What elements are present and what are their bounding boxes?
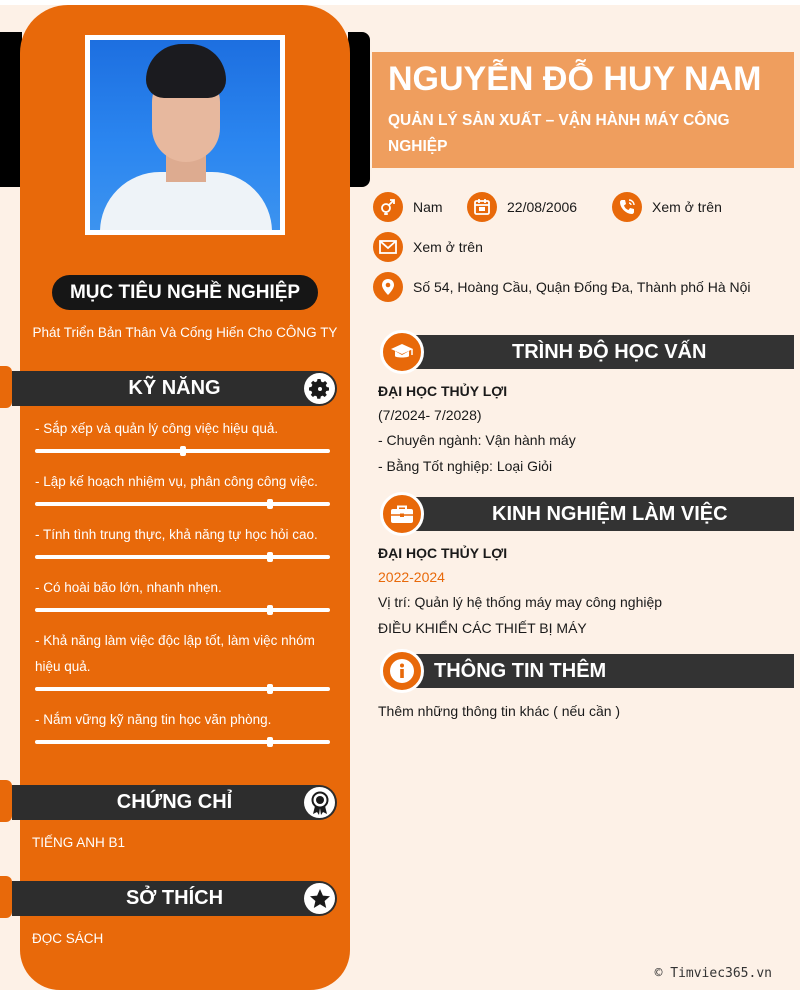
education-header	[380, 333, 794, 371]
contact-gender	[373, 192, 443, 222]
skill-item: - Sắp xếp và quản lý công việc hiệu quả.	[35, 421, 279, 436]
extra-header	[380, 652, 794, 690]
experience-period: 2022-2024	[378, 569, 445, 585]
skill-item: - Lập kế hoạch nhiệm vụ, phân công công việc.	[35, 474, 318, 489]
mail-icon	[373, 232, 403, 262]
gender-icon	[373, 192, 403, 222]
decor-stub	[0, 366, 12, 408]
gear-icon	[304, 373, 335, 404]
contact-address	[373, 272, 751, 302]
experience-detail: ĐIỀU KHIỂN CÁC THIẾT BỊ MÁY	[378, 620, 587, 636]
hobbies-header	[12, 881, 337, 916]
education-title: TRÌNH ĐỘ HỌC VẤN	[512, 341, 707, 363]
photo-image	[90, 40, 280, 230]
education-period: (7/2024- 7/2028)	[378, 407, 482, 423]
hobbies-title: SỞ THÍCH	[125, 887, 224, 909]
skill-level-bar	[35, 502, 330, 506]
skills-header	[12, 371, 337, 406]
email-value: Xem ở trên	[413, 239, 483, 255]
candidate-name: NGUYỄN ĐỖ HUY NAM	[388, 60, 762, 98]
skills-title: KỸ NĂNG	[128, 377, 221, 399]
decor-stub	[0, 780, 12, 822]
education-school: ĐẠI HỌC THỦY LỢI	[378, 383, 508, 399]
experience-company: ĐẠI HỌC THỦY LỢI	[378, 545, 508, 561]
calendar-icon	[467, 192, 497, 222]
certificate-text: TIẾNG ANH B1	[32, 835, 126, 850]
graduation-cap-icon	[380, 330, 424, 374]
skill-item: - Có hoài bão lớn, nhanh nhẹn.	[35, 580, 222, 595]
medal-icon	[304, 787, 335, 818]
objective-title: MỤC TIÊU NGHỀ NGHIỆP	[52, 275, 318, 310]
sidebar	[20, 5, 350, 990]
extra-title: THÔNG TIN THÊM	[434, 660, 607, 682]
footer-credit: © Timviec365.vn	[654, 966, 772, 981]
profile-photo	[85, 35, 285, 235]
gender-value: Nam	[413, 199, 443, 215]
briefcase-icon	[380, 492, 424, 536]
skill-level-bar	[35, 449, 330, 453]
decor-stub	[0, 876, 12, 918]
location-icon	[373, 272, 403, 302]
phone-icon	[612, 192, 642, 222]
skill-item: - Khả năng làm việc độc lập tốt, làm việc nhóm hiệu quả.	[35, 633, 315, 674]
skill-item: - Tính tình trung thực, khả năng tự học hỏi cao.	[35, 527, 318, 542]
education-major: - Chuyên ngành: Vận hành máy	[378, 432, 576, 448]
birthday-value: 22/08/2006	[507, 199, 578, 215]
certificates-title: CHỨNG CHỈ	[116, 791, 233, 813]
skill-level-bar	[35, 687, 330, 691]
skill-level-bar	[35, 555, 330, 559]
candidate-role: QUẢN LÝ SẢN XUẤT – VẬN HÀNH MÁY CÔNG NGHIỆP	[388, 112, 730, 155]
header-block	[372, 52, 794, 168]
contact-email	[373, 232, 483, 262]
skill-level-bar	[35, 740, 330, 744]
hobby-text: ĐỌC SÁCH	[32, 931, 104, 946]
address-value: Số 54, Hoàng Cầu, Quận Đống Đa, Thành phố Hà Nội	[413, 279, 751, 295]
contact-phone	[612, 192, 722, 222]
education-degree: - Bằng Tốt nghiệp: Loại Giỏi	[378, 458, 553, 474]
skill-level-bar	[35, 608, 330, 612]
experience-header	[380, 495, 794, 533]
decor-tab-right	[348, 32, 370, 187]
decor-tab-left	[0, 32, 22, 187]
experience-title: KINH NGHIỆM LÀM VIỆC	[492, 503, 728, 525]
objective-text: Phát Triển Bản Thân Và Cống Hiến Cho CÔNG TY	[32, 325, 338, 340]
skill-item: - Nắm vững kỹ năng tin học văn phòng.	[35, 712, 272, 727]
phone-value: Xem ở trên	[652, 199, 722, 215]
star-icon	[304, 883, 335, 914]
extra-text: Thêm những thông tin khác ( nếu cần )	[378, 703, 621, 719]
contact-birthday	[467, 192, 577, 222]
certificates-header	[12, 785, 337, 820]
experience-position: Vị trí: Quản lý hệ thống máy may công nghiệp	[378, 594, 663, 610]
info-icon	[380, 649, 424, 693]
